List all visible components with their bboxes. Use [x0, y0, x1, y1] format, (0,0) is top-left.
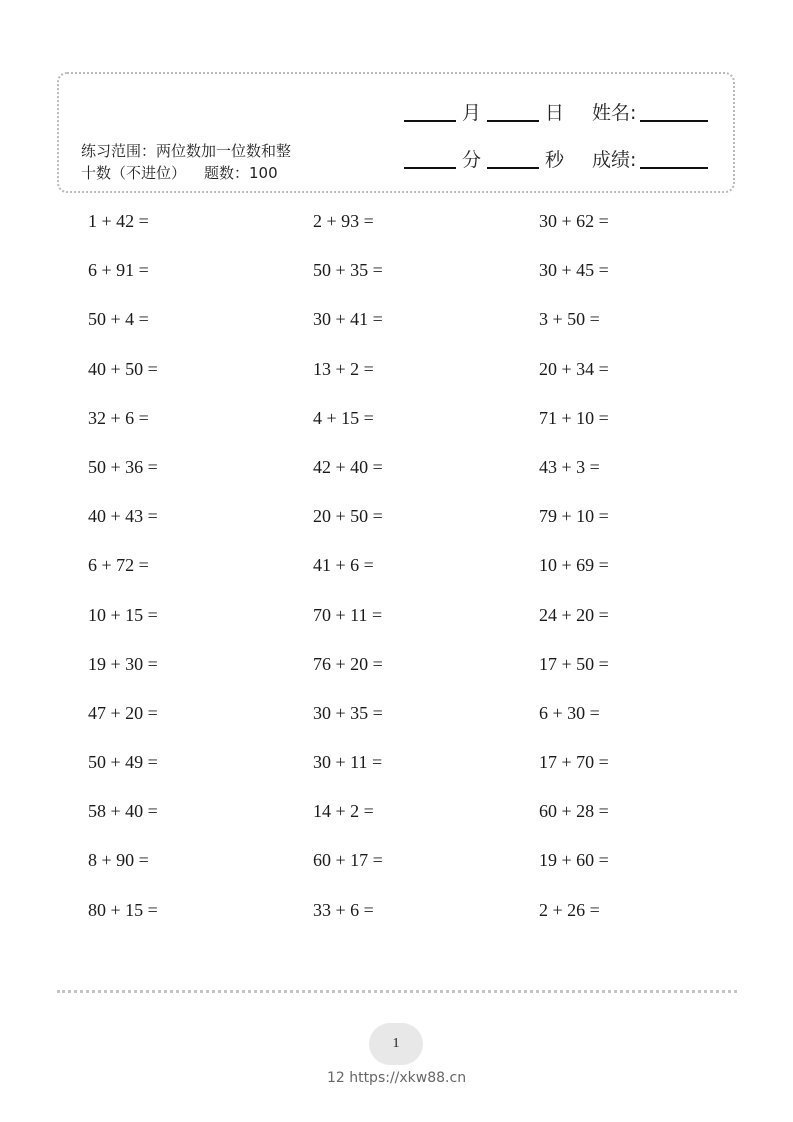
- page-number: 1: [369, 1023, 423, 1065]
- problem-item: 8 + 90 =: [88, 850, 149, 871]
- problem-item: 50 + 4 =: [88, 309, 149, 330]
- dotted-divider: [57, 990, 737, 993]
- month-label: 月: [462, 102, 482, 124]
- problem-item: 19 + 30 =: [88, 653, 158, 674]
- date-name-row: [404, 98, 708, 124]
- problem-item: 40 + 43 =: [88, 506, 158, 527]
- problem-item: 33 + 6 =: [313, 899, 374, 920]
- problem-item: 24 + 20 =: [539, 604, 609, 625]
- problem-item: 6 + 72 =: [88, 555, 149, 576]
- problem-item: 76 + 20 =: [313, 653, 383, 674]
- minute-blank[interactable]: [404, 167, 456, 169]
- problem-item: 60 + 28 =: [539, 801, 609, 822]
- problem-item: 17 + 70 =: [539, 752, 609, 773]
- name-blank[interactable]: [640, 120, 708, 122]
- day-blank[interactable]: [487, 120, 539, 122]
- problem-item: 70 + 11 =: [313, 604, 383, 625]
- problem-item: 19 + 60 =: [539, 850, 609, 871]
- problem-item: 2 + 93 =: [313, 211, 374, 231]
- problem-item: 80 + 15 =: [88, 899, 158, 920]
- practice-range: [81, 140, 331, 184]
- problem-item: 50 + 36 =: [88, 456, 158, 477]
- second-label: 秒: [545, 149, 565, 171]
- problem-item: 20 + 34 =: [539, 358, 609, 379]
- problem-grid: [88, 207, 728, 945]
- problem-item: 13 + 2 =: [313, 358, 374, 379]
- range-line-2: [81, 162, 331, 184]
- problem-item: 41 + 6 =: [313, 555, 374, 576]
- problem-item: 58 + 40 =: [88, 801, 158, 822]
- problem-item: 30 + 11 =: [313, 752, 383, 773]
- problem-item: 3 + 50 =: [539, 309, 600, 330]
- problem-item: 71 + 10 =: [539, 407, 609, 428]
- problem-item: 40 + 50 =: [88, 358, 158, 379]
- second-blank[interactable]: [487, 167, 539, 169]
- problem-item: 30 + 45 =: [539, 260, 609, 281]
- problem-count: 题数：100: [204, 164, 278, 182]
- range-line-2-text: 十数（不进位）: [81, 164, 187, 182]
- problem-item: 32 + 6 =: [88, 407, 149, 428]
- problem-item: 1 + 42 =: [88, 211, 149, 231]
- problem-item: 4 + 15 =: [313, 407, 374, 428]
- score-label: 成绩:: [592, 149, 637, 171]
- name-label: 姓名:: [592, 102, 637, 124]
- month-blank[interactable]: [404, 120, 456, 122]
- score-blank[interactable]: [640, 167, 708, 169]
- problem-item: 14 + 2 =: [313, 801, 374, 822]
- problem-item: 30 + 62 =: [539, 211, 609, 231]
- problem-item: 2 + 26 =: [539, 899, 600, 920]
- problem-item: 50 + 35 =: [313, 260, 383, 281]
- problem-item: 20 + 50 =: [313, 506, 383, 527]
- problem-item: 6 + 91 =: [88, 260, 149, 281]
- day-label: 日: [545, 102, 565, 124]
- footer-url: 12 https://xkw88.cn: [326, 1070, 467, 1086]
- problem-item: 43 + 3 =: [539, 456, 600, 477]
- problem-item: 10 + 69 =: [539, 555, 609, 576]
- problem-item: 60 + 17 =: [313, 850, 383, 871]
- problem-item: 17 + 50 =: [539, 653, 609, 674]
- problem-item: 6 + 30 =: [539, 702, 600, 723]
- problem-item: 50 + 49 =: [88, 752, 158, 773]
- time-score-row: [404, 145, 708, 171]
- minute-label: 分: [462, 149, 482, 171]
- problem-item: 47 + 20 =: [88, 702, 158, 723]
- problem-item: 79 + 10 =: [539, 506, 609, 527]
- problem-item: 30 + 35 =: [313, 702, 383, 723]
- problem-item: 30 + 41 =: [313, 309, 383, 330]
- range-line-1: 练习范围：两位数加一位数和整: [81, 142, 292, 160]
- problem-item: 42 + 40 =: [313, 456, 383, 477]
- worksheet-header: [57, 72, 735, 193]
- problem-item: 10 + 15 =: [88, 604, 158, 625]
